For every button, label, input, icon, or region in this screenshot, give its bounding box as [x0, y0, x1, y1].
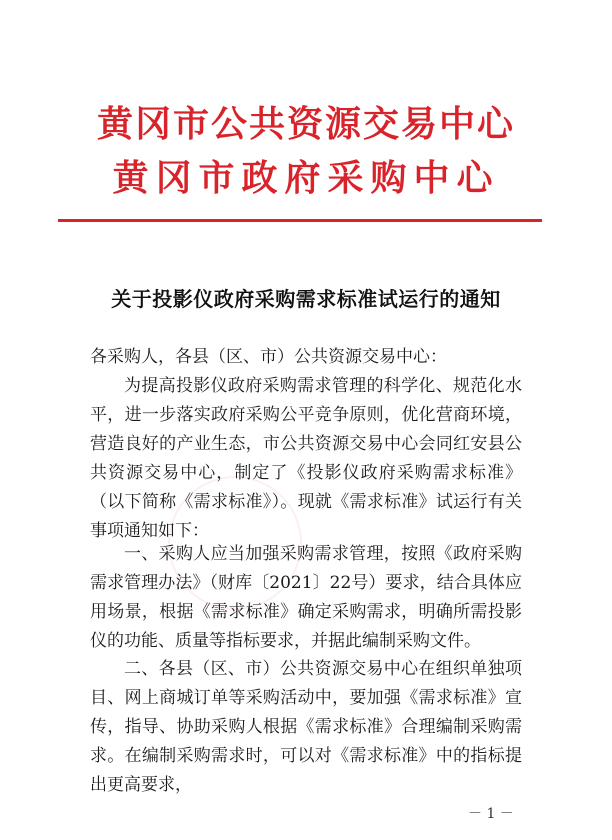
salutation: 各采购人，各县（区、市）公共资源交易中心：: [90, 347, 447, 367]
document-title: 关于投影仪政府采购需求标准试运行的通知: [111, 287, 501, 311]
paragraph-intro: 为提高投影仪政府采购需求管理的科学化、规范化水平，进一步落实政府采购公平竞争原则，优化营商环境，营造良好的产业生态，市公共资源交易中心会同红安县公共资源交易中心，制定了《投影仪政府采购需求标准》（以下简称《需求标准》）。现就《需求标准》试运行有关事项通知如下：: [90, 376, 522, 541]
page-number: － 1 －: [468, 806, 514, 822]
red-divider-line: [58, 219, 542, 222]
paragraph-item-2: 二、各县（区、市）公共资源交易中心在组织单独项目、网上商城订单等采购活动中，要加强《需求标准》宣传，指导、协助采购人根据《需求标准》合理编制采购需求。在编制采购需求时，可以对《需求标准》中的指标提出更高要求，: [90, 659, 522, 795]
masthead-line-2: 黄冈市政府采购中心: [112, 157, 500, 199]
paragraph-item-1: 一、采购人应当加强采购需求管理，按照《政府采购需求管理办法》（财库〔2021〕22号）要求，结合具体应用场景，根据《需求标准》确定采购需求，明确所需投影仪的功能、质量等指标要求，并据此编制采购文件。: [90, 544, 522, 651]
masthead-line-1: 黄冈市公共资源交易中心: [96, 103, 515, 145]
